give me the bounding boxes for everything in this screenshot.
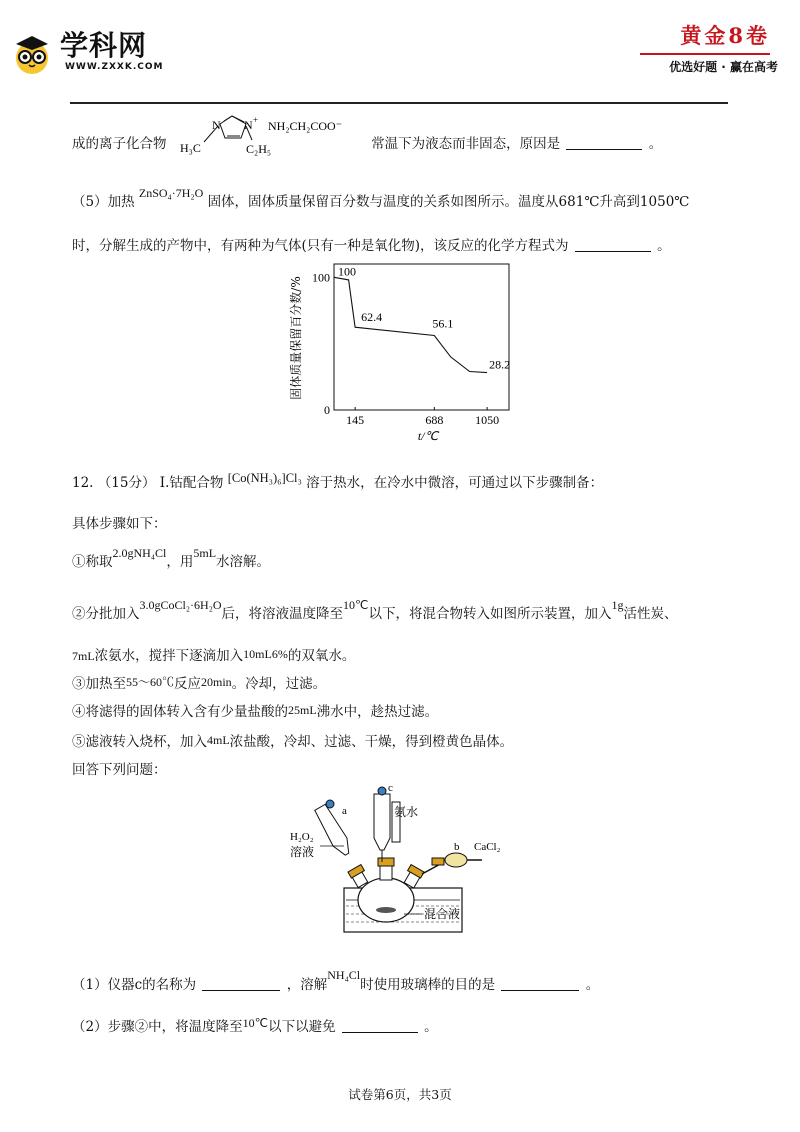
x-tick-label: 145 <box>346 413 365 427</box>
label-mixture: 混合液 <box>424 907 461 921</box>
step-2: ②分批加入3.0gCoCl₂·6H₂O后，将溶液温度降至10℃以下，将混合物转入如图所示装置，加入1g活性炭、 <box>72 598 678 622</box>
dropping-funnel-c <box>374 787 400 862</box>
dropping-funnel-a <box>313 800 354 858</box>
data-label: 62.4 <box>361 310 383 325</box>
answer-blank-ionic[interactable] <box>566 136 642 150</box>
step-5: ⑤滤液转入烧杯，加入4mL浓盐酸，冷却、过滤、干燥，得到橙黄色晶体。 <box>72 733 514 750</box>
n1-label: N <box>212 118 221 132</box>
label-ammonia: 氨水 <box>394 805 419 819</box>
brand-title: 黄金8卷 <box>680 23 770 48</box>
label-h2o2: H₂O₂ <box>290 831 314 843</box>
step-4: ④将滤得的固体转入含有少量盐酸的25mL沸水中，趁热过滤。 <box>72 703 439 720</box>
owl-mascot-icon <box>10 32 54 76</box>
sub-question-2: （2）步骤②中，将温度降至10℃以下以避免 。 <box>72 1016 438 1035</box>
step-2-cont: 7mL浓氨水，搅拌下逐滴加入10mL6%的双氧水。 <box>72 647 356 664</box>
answer-blank-q5[interactable] <box>575 238 651 252</box>
q5-line-1: （5）加热 ZnSO₄·7H₂O 固体，固体质量保留百分数与温度的关系如图所示。温度从681℃升高到1050℃ <box>72 186 690 210</box>
y-tick-label: 100 <box>312 270 330 285</box>
zinc-sulfate-formula: ZnSO₄·7H₂O <box>138 186 204 200</box>
logo-text: 学科网 <box>60 29 148 62</box>
y-tick-label: 0 <box>324 403 330 417</box>
answer-title: 回答下列问题： <box>72 762 167 778</box>
ionic-question-line: 成的离子化合物 常温下为液态而非固态，原因是 。 <box>72 136 663 152</box>
mass-retention-chart <box>280 254 530 454</box>
logo-url: WWW.ZXXK.COM <box>65 62 164 72</box>
series-line <box>334 277 487 372</box>
ionic-suffix: 常温下为液态而非固态，原因是 <box>371 136 561 152</box>
anion-label: NH₂CH₂COO⁻ <box>268 119 343 133</box>
step-1: ①称取2.0gNH₄Cl，用5mL水溶解。 <box>72 546 271 570</box>
plot-frame <box>334 264 509 410</box>
label-b: b <box>454 841 460 853</box>
steps-title: 具体步骤如下： <box>72 516 167 532</box>
x-axis-label: t/℃ <box>417 429 439 443</box>
methyl-label: H₃C <box>180 141 201 155</box>
funnel-stopper-icon <box>378 787 386 795</box>
sub-question-1: （1）仪器c的名称为 ，溶解NH₄Cl时使用玻璃棒的目的是 。 <box>72 968 600 993</box>
imidazolium-glycinate-structure <box>180 108 370 158</box>
answer-blank-sq2[interactable] <box>342 1019 418 1033</box>
label-c: c <box>388 782 393 794</box>
drying-tube-b <box>422 853 482 874</box>
data-label: 28.2 <box>489 357 511 372</box>
cobalt-complex-formula: [Co(NH₃)₆]Cl₃ <box>227 471 302 485</box>
data-label: 100 <box>338 264 356 279</box>
label-a: a <box>342 805 347 817</box>
funnel-stopper-icon <box>326 800 334 808</box>
x-tick-label: 1050 <box>475 413 500 427</box>
answer-blank-sq1b[interactable] <box>501 977 579 991</box>
top-rule <box>70 102 728 104</box>
page-footer: 试卷第6页，共3页 <box>348 1087 452 1102</box>
label-cacl2: CaCl₂ <box>474 841 501 853</box>
label-solution: 溶液 <box>290 845 315 859</box>
data-label: 56.1 <box>432 316 454 331</box>
ionic-prefix: 成的离子化合物 <box>72 136 167 152</box>
answer-blank-sq1a[interactable] <box>202 977 280 991</box>
site-logo[interactable] <box>10 20 190 80</box>
brand-divider <box>640 53 770 55</box>
n2-label: N <box>244 118 253 132</box>
plus-charge: + <box>253 115 259 125</box>
ethyl-label: C₂H₅ <box>246 142 272 156</box>
apparatus-diagram <box>286 782 526 938</box>
x-tick-label: 688 <box>425 413 444 427</box>
q5-line-2: 时，分解生成的产物中，有两种为气体(只有一种是氧化物)，该反应的化学方程式为 。 <box>72 238 671 254</box>
step-3: ③加热至55～60℃反应20min。冷却，过滤。 <box>72 675 327 692</box>
brand-slogan: 优选好题 · 赢在高考 <box>669 60 778 74</box>
y-axis-label: 固体质量保留百分数/% <box>289 276 303 400</box>
q12-line: 12. （15分） Ⅰ.钴配合物 [Co(NH₃)₆]Cl₃ 溶于热水，在冷水中微溶，可通过以下步骤制备： <box>72 471 604 491</box>
